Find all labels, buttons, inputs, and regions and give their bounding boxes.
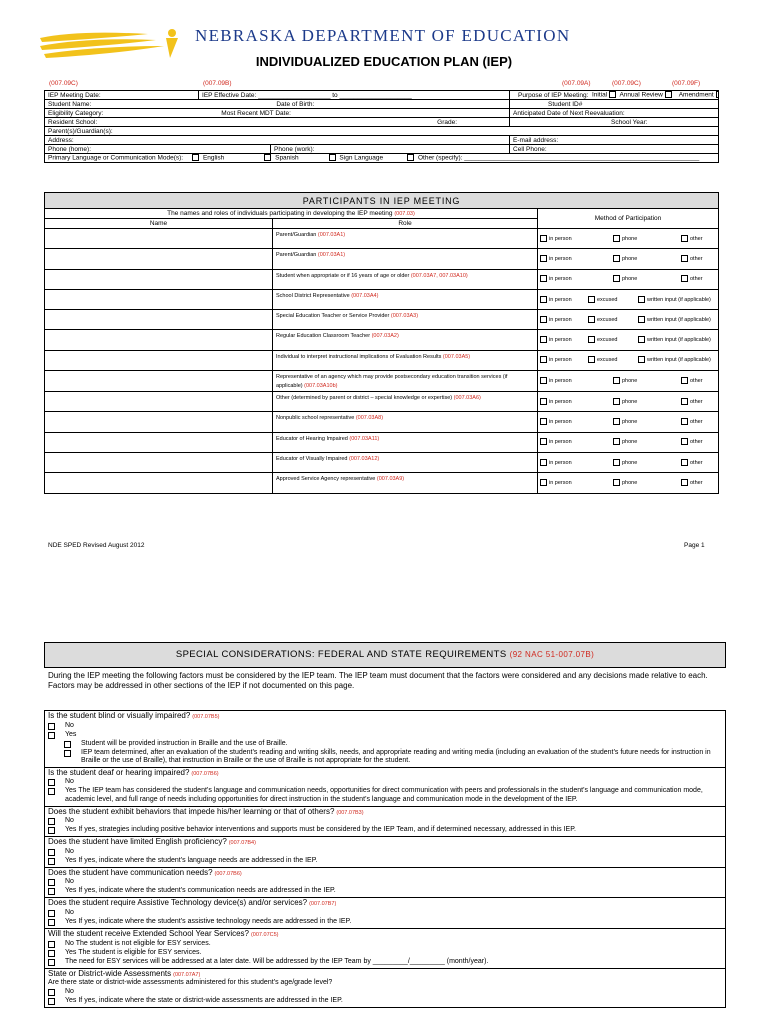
participation-method: in person phone other	[538, 269, 719, 289]
participant-name-field[interactable]	[45, 392, 273, 412]
english-checkbox[interactable]	[192, 154, 199, 161]
participant-name-field[interactable]	[45, 371, 273, 392]
spanish-checkbox[interactable]	[264, 154, 271, 161]
consideration-item	[45, 711, 725, 768]
special-considerations-title: SPECIAL CONSIDERATIONS: FEDERAL AND STATE REQUIREMENTS (92 NAC 51-007.07B)	[44, 642, 726, 668]
revised-note: NDE SPED Revised August 2012	[48, 542, 145, 549]
role-header: Role	[273, 219, 538, 229]
method-in-checkbox[interactable]	[540, 377, 547, 384]
consideration-question: Does the student exhibit behaviors that impede his/her learning or that of others? (007.07B3)	[48, 806, 364, 816]
code-purpose-amendment: (007.09F)	[672, 80, 701, 87]
consideration-option: Yes If yes, indicate where the student’s assistive technology needs are addressed in the IEP.	[48, 918, 722, 927]
consideration-option: Yes If yes, indicate where the student’s communication needs are addressed in the IEP.	[48, 887, 722, 896]
participant-role: Educator of Hearing Impaired (007.03A11)	[273, 432, 538, 452]
method-written-checkbox[interactable]	[638, 316, 645, 323]
code-effective-date: (007.09B)	[203, 80, 232, 87]
method-phone-checkbox[interactable]	[613, 377, 620, 384]
option-checkbox[interactable]	[64, 750, 71, 757]
participant-name-field[interactable]	[45, 452, 273, 472]
participation-method: in person phone other	[538, 249, 719, 269]
participant-row	[45, 350, 719, 370]
student-id-field[interactable]: Student ID#	[510, 100, 719, 109]
cell-phone-field[interactable]: Cell Phone:	[510, 145, 719, 154]
participant-name-field[interactable]	[45, 432, 273, 452]
participant-name-field[interactable]	[45, 229, 273, 249]
consideration-option: No	[48, 878, 722, 887]
participant-row	[45, 452, 719, 472]
option-checkbox[interactable]	[48, 941, 55, 948]
method-other-checkbox[interactable]	[681, 438, 688, 445]
code-meeting-date: (007.09C)	[49, 80, 78, 87]
amendment-checkbox[interactable]	[716, 91, 719, 98]
method-in-checkbox[interactable]	[540, 316, 547, 323]
method-other-checkbox[interactable]	[681, 418, 688, 425]
participant-role: School District Representative (007.03A4)	[273, 289, 538, 309]
method-other-checkbox[interactable]	[681, 275, 688, 282]
school-year-field[interactable]: School Year:	[510, 118, 719, 127]
participation-method: in person phone other	[538, 392, 719, 412]
participant-row	[45, 330, 719, 350]
annual-review-checkbox[interactable]	[665, 91, 672, 98]
email-field[interactable]: E-mail address:	[510, 136, 719, 145]
consideration-question: State or District-wide Assessments (007.07A7)	[48, 968, 201, 978]
consideration-option: No	[48, 848, 722, 857]
participant-role: Parent/Guardian (007.03A1)	[273, 229, 538, 249]
participant-row	[45, 412, 719, 432]
consideration-item	[45, 807, 725, 838]
code-purpose-annual: (007.09C)	[612, 80, 641, 87]
option-checkbox[interactable]	[48, 788, 55, 795]
option-checkbox[interactable]	[48, 879, 55, 886]
consideration-item	[45, 837, 725, 868]
method-other-checkbox[interactable]	[681, 235, 688, 242]
participation-method: in person phone other	[538, 473, 719, 493]
method-phone-checkbox[interactable]	[613, 438, 620, 445]
participant-role: Nonpublic school representative (007.03A8)	[273, 412, 538, 432]
method-in-checkbox[interactable]	[540, 398, 547, 405]
method-other-checkbox[interactable]	[681, 377, 688, 384]
option-checkbox[interactable]	[64, 741, 71, 748]
method-in-checkbox[interactable]	[540, 356, 547, 363]
consideration-option: Yes If yes, indicate where the student’s language needs are addressed in the IEP.	[48, 857, 722, 866]
method-phone-checkbox[interactable]	[613, 275, 620, 282]
method-in-checkbox[interactable]	[540, 336, 547, 343]
participant-name-field[interactable]	[45, 412, 273, 432]
participants-table	[44, 192, 719, 494]
method-in-checkbox[interactable]	[540, 438, 547, 445]
participant-name-field[interactable]	[45, 249, 273, 269]
participant-name-field[interactable]	[45, 289, 273, 309]
option-checkbox[interactable]	[48, 827, 55, 834]
method-other-checkbox[interactable]	[681, 398, 688, 405]
consideration-question: Will the student receive Extended School Year Services? (007.07C5)	[48, 928, 279, 938]
method-phone-checkbox[interactable]	[613, 418, 620, 425]
participation-method: in person excused written input (if applicable)	[538, 289, 719, 309]
participation-method: in person phone other	[538, 229, 719, 249]
consideration-option: No	[48, 909, 722, 918]
method-other-checkbox[interactable]	[681, 255, 688, 262]
student-name-field[interactable]: Student Name: Date of Birth:	[45, 100, 510, 109]
participant-name-field[interactable]	[45, 330, 273, 350]
participant-role: Approved Service Agency representative (007.03A9)	[273, 473, 538, 493]
method-phone-checkbox[interactable]	[613, 459, 620, 466]
student-info-table	[44, 90, 719, 163]
method-in-checkbox[interactable]	[540, 459, 547, 466]
consideration-option: No	[48, 988, 722, 997]
phone-home-field[interactable]: Phone (home):	[45, 145, 271, 154]
method-excused-checkbox[interactable]	[588, 296, 595, 303]
participant-row	[45, 473, 719, 493]
method-in-checkbox[interactable]	[540, 275, 547, 282]
eligibility-field[interactable]: Eligibility Category: Most Recent MDT Date:	[45, 109, 510, 118]
method-phone-checkbox[interactable]	[613, 398, 620, 405]
method-in-checkbox[interactable]	[540, 235, 547, 242]
code-purpose-initial: (007.09A)	[562, 80, 591, 87]
option-checkbox[interactable]	[48, 950, 55, 957]
option-checkbox[interactable]	[48, 779, 55, 786]
method-excused-checkbox[interactable]	[588, 336, 595, 343]
method-excused-checkbox[interactable]	[588, 356, 595, 363]
method-other-checkbox[interactable]	[681, 479, 688, 486]
participation-method: in person phone other	[538, 452, 719, 472]
participation-method: in person excused written input (if applicable)	[538, 310, 719, 330]
name-header: Name	[45, 219, 273, 229]
option-checkbox[interactable]	[48, 888, 55, 895]
participant-role: Other (determined by parent or district – special knowledge or expertise) (007.03A6)	[273, 392, 538, 412]
consideration-question: Is the student blind or visually impaired? (007.07B5)	[48, 711, 220, 720]
participant-row	[45, 289, 719, 309]
option-checkbox[interactable]	[48, 998, 55, 1005]
method-written-checkbox[interactable]	[638, 296, 645, 303]
consideration-option: IEP team determined, after an evaluation of the student’s reading and writing skills, needs, and appropriate reading and writing media (including an evaluation of the student’s future needs for instruction in Braille or the use of Braille), that instruction in Braille or the use of Braille is not appropriate for the student.	[48, 749, 722, 766]
consideration-item	[45, 768, 725, 807]
special-considerations-list	[44, 710, 726, 1008]
participation-method: in person excused written input (if applicable)	[538, 350, 719, 370]
option-checkbox[interactable]	[48, 818, 55, 825]
form-title: INDIVIDUALIZED EDUCATION PLAN (IEP)	[255, 54, 513, 69]
consideration-option: Yes The IEP team has considered the student’s language and communication needs, opportunities for direct communication with peers and professionals in the student’s language and communication mode, academic level, and full range of needs including opportunities for direct instruction in the student’s language and communication mode in the development of the IEP.	[48, 787, 722, 804]
participation-method: in person phone other	[538, 412, 719, 432]
consideration-option: The need for ESY services will be addressed at a later date. Will be addressed by the IEP Team by _________/_________ (month/year).	[48, 958, 722, 967]
purpose-field: Purpose of IEP Meeting: Initial Annual Review Amendment	[510, 91, 719, 100]
resident-school-field[interactable]: Resident School: Grade:	[45, 118, 510, 127]
consideration-option: Student will be provided instruction in Braille and the use of Braille.	[48, 740, 722, 749]
participant-row	[45, 432, 719, 452]
participant-row	[45, 249, 719, 269]
option-checkbox[interactable]	[48, 732, 55, 739]
parents-field[interactable]: Parent(s)/Guardian(s):	[45, 127, 719, 136]
consideration-option: Yes If yes, strategies including positive behavior interventions and supports must be considered by the IEP Team, and if determined necessary, addressed in this IEP.	[48, 826, 722, 835]
language-field: Primary Language or Communication Mode(s): English Spanish Sign Language Other (specify): _________________________________________________________________	[45, 154, 719, 163]
initial-checkbox[interactable]	[609, 91, 616, 98]
meeting-date-field[interactable]: IEP Meeting Date:	[45, 91, 199, 100]
method-phone-checkbox[interactable]	[613, 255, 620, 262]
method-phone-checkbox[interactable]	[613, 479, 620, 486]
method-other-checkbox[interactable]	[681, 459, 688, 466]
method-in-checkbox[interactable]	[540, 255, 547, 262]
participant-name-field[interactable]	[45, 473, 273, 493]
option-checkbox[interactable]	[48, 959, 55, 966]
participant-name-field[interactable]	[45, 269, 273, 289]
option-checkbox[interactable]	[48, 989, 55, 996]
consideration-item	[45, 929, 725, 969]
method-written-checkbox[interactable]	[638, 356, 645, 363]
consideration-option: Yes If yes, indicate where the state or district-wide assessments are addressed in the IEP.	[48, 997, 722, 1006]
participation-method: in person excused written input (if applicable)	[538, 330, 719, 350]
participant-role: Regular Education Classroom Teacher (007.03A2)	[273, 330, 538, 350]
consideration-option: No	[48, 778, 722, 787]
consideration-question: Does the student require Assistive Technology device(s) and/or services? (007.07B7)	[48, 898, 337, 908]
method-header: Method of Participation	[538, 209, 719, 229]
consideration-question: Does the student have communication needs? (007.07B6)	[48, 867, 242, 877]
other-language-checkbox[interactable]	[407, 154, 414, 161]
consideration-option: No The student is not eligible for ESY services.	[48, 940, 722, 949]
method-in-checkbox[interactable]	[540, 479, 547, 486]
participant-name-field[interactable]	[45, 350, 273, 370]
participant-row	[45, 229, 719, 249]
page-number: Page 1	[684, 542, 705, 549]
address-field[interactable]: Address:	[45, 136, 510, 145]
participant-role: Student when appropriate or if 16 years of age or older (007.03A7, 007.03A10)	[273, 269, 538, 289]
participant-row	[45, 269, 719, 289]
effective-date-field[interactable]: IEP Effective Date: ____________________ to ____________________	[199, 91, 510, 100]
next-reevaluation-field[interactable]: Anticipated Date of Next Reevaluation:	[510, 109, 719, 118]
consideration-item	[45, 898, 725, 929]
option-checkbox[interactable]	[48, 723, 55, 730]
option-checkbox[interactable]	[48, 919, 55, 926]
participation-method: in person phone other	[538, 432, 719, 452]
option-checkbox[interactable]	[48, 910, 55, 917]
agency-title: NEBRASKA DEPARTMENT OF EDUCATION	[195, 26, 571, 45]
method-in-checkbox[interactable]	[540, 296, 547, 303]
consideration-option: No	[48, 817, 722, 826]
participant-row	[45, 310, 719, 330]
participant-role: Special Education Teacher or Service Provider (007.03A3)	[273, 310, 538, 330]
consideration-option: Yes The student is eligible for ESY services.	[48, 949, 722, 958]
consideration-question: Does the student have limited English proficiency? (007.07B4)	[48, 837, 256, 847]
participant-row	[45, 392, 719, 412]
option-checkbox[interactable]	[48, 858, 55, 865]
method-excused-checkbox[interactable]	[588, 316, 595, 323]
participants-title: PARTICIPANTS IN IEP MEETING	[45, 193, 719, 209]
consideration-option: No	[48, 722, 722, 731]
method-phone-checkbox[interactable]	[613, 235, 620, 242]
participant-role: Individual to interpret instructional implications of Evaluation Results (007.03A5)	[273, 350, 538, 370]
special-intro: During the IEP meeting the following factors must be considered by the IEP team. The IEP team must document that the factors were considered and any decisions made relative to each. Factors may be addressed in other sections of the IEP if not documented on this page.	[48, 671, 708, 690]
option-checkbox[interactable]	[48, 849, 55, 856]
method-written-checkbox[interactable]	[638, 336, 645, 343]
participant-name-field[interactable]	[45, 310, 273, 330]
method-in-checkbox[interactable]	[540, 418, 547, 425]
sign-language-checkbox[interactable]	[329, 154, 336, 161]
consideration-question: Is the student deaf or hearing impaired? (007.07B6)	[48, 767, 219, 777]
participant-row	[45, 371, 719, 392]
consideration-option: Are there state or district-wide assessments administered for this student’s age/grade level?	[48, 979, 333, 987]
participation-method: in person phone other	[538, 371, 719, 392]
consideration-item	[45, 969, 725, 1008]
participant-role: Educator of Visually Impaired (007.03A12)	[273, 452, 538, 472]
participants-subtitle: The names and roles of individuals participating in developing the IEP meeting (007.03)	[45, 209, 538, 219]
consideration-item	[45, 868, 725, 899]
phone-work-field[interactable]: Phone (work):	[271, 145, 510, 154]
participant-role: Parent/Guardian (007.03A1)	[273, 249, 538, 269]
consideration-option: Yes	[48, 731, 722, 740]
participant-role: Representative of an agency which may provide postsecondary education transition services (if applicable) (007.03A10b)	[273, 371, 538, 392]
